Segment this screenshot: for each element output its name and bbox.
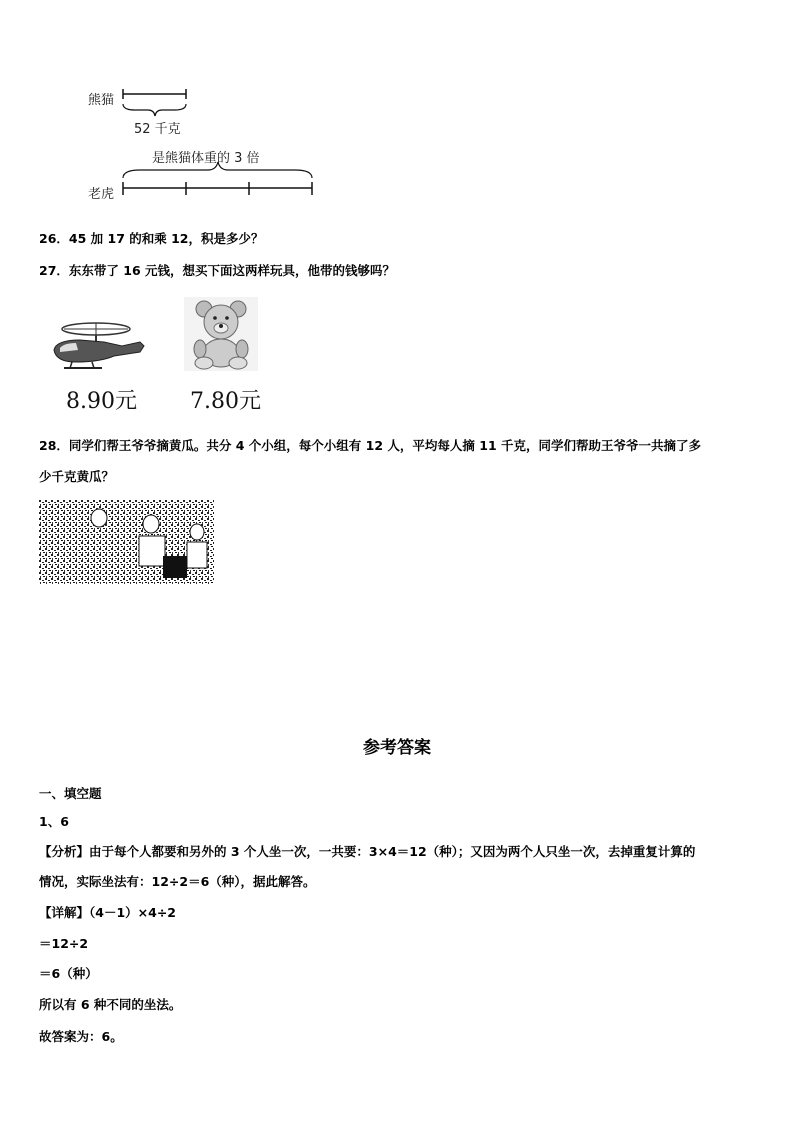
answer-item: 1、6 (39, 814, 69, 829)
question-26: 26．45 加 17 的和乘 12，积是多少？ (39, 231, 264, 246)
conclusion: 所以有 6 种不同的坐法。 (39, 997, 182, 1012)
analysis-line-1: 【分析】由于每个人都要和另外的 3 个人坐一次，一共要：3×4＝12（种）；又因为两个人只坐一次，去掉重复计算的 (39, 844, 696, 859)
panda-weight-label: 52 千克 (134, 122, 181, 137)
panda-brace (123, 104, 186, 116)
tiger-segment (123, 182, 312, 195)
detail-line-2: ＝12÷2 (39, 936, 89, 951)
analysis-line-2: 情况，实际坐法有：12÷2＝6（种），据此解答。 (39, 874, 316, 889)
tiger-caption: 是熊猫体重的 3 倍 (152, 151, 260, 166)
question-28-line-2: 少千克黄瓜？ (39, 469, 115, 484)
question-28-line-1: 28．同学们帮王爷爷摘黄瓜。共分 4 个小组，每个小组有 12 人，平均每人摘 11 千克，同学们帮助王爷爷一共摘了多 (39, 438, 701, 453)
tiger-brace (123, 162, 312, 178)
helicopter-image (44, 318, 148, 376)
students-picking-photo (39, 500, 214, 584)
question-27: 27．东东带了 16 元钱，想买下面这两样玩具，他带的钱够吗？ (39, 263, 395, 278)
diagram-lines (0, 0, 794, 210)
bear-price: 7.80元 (190, 389, 261, 414)
detail-line-1: 【详解】（4－1）×4÷2 (39, 905, 176, 920)
helicopter-price: 8.90元 (66, 389, 137, 414)
teddy-bear-image (184, 297, 258, 371)
answer-title: 参考答案 (363, 738, 431, 758)
section-heading: 一、填空题 (39, 786, 102, 801)
panda-label: 熊猫 (88, 93, 115, 108)
detail-line-3: ＝6（种） (39, 966, 98, 981)
tiger-label: 老虎 (88, 187, 115, 202)
panda-segment (123, 89, 186, 99)
final-answer: 故答案为：6。 (39, 1029, 123, 1044)
